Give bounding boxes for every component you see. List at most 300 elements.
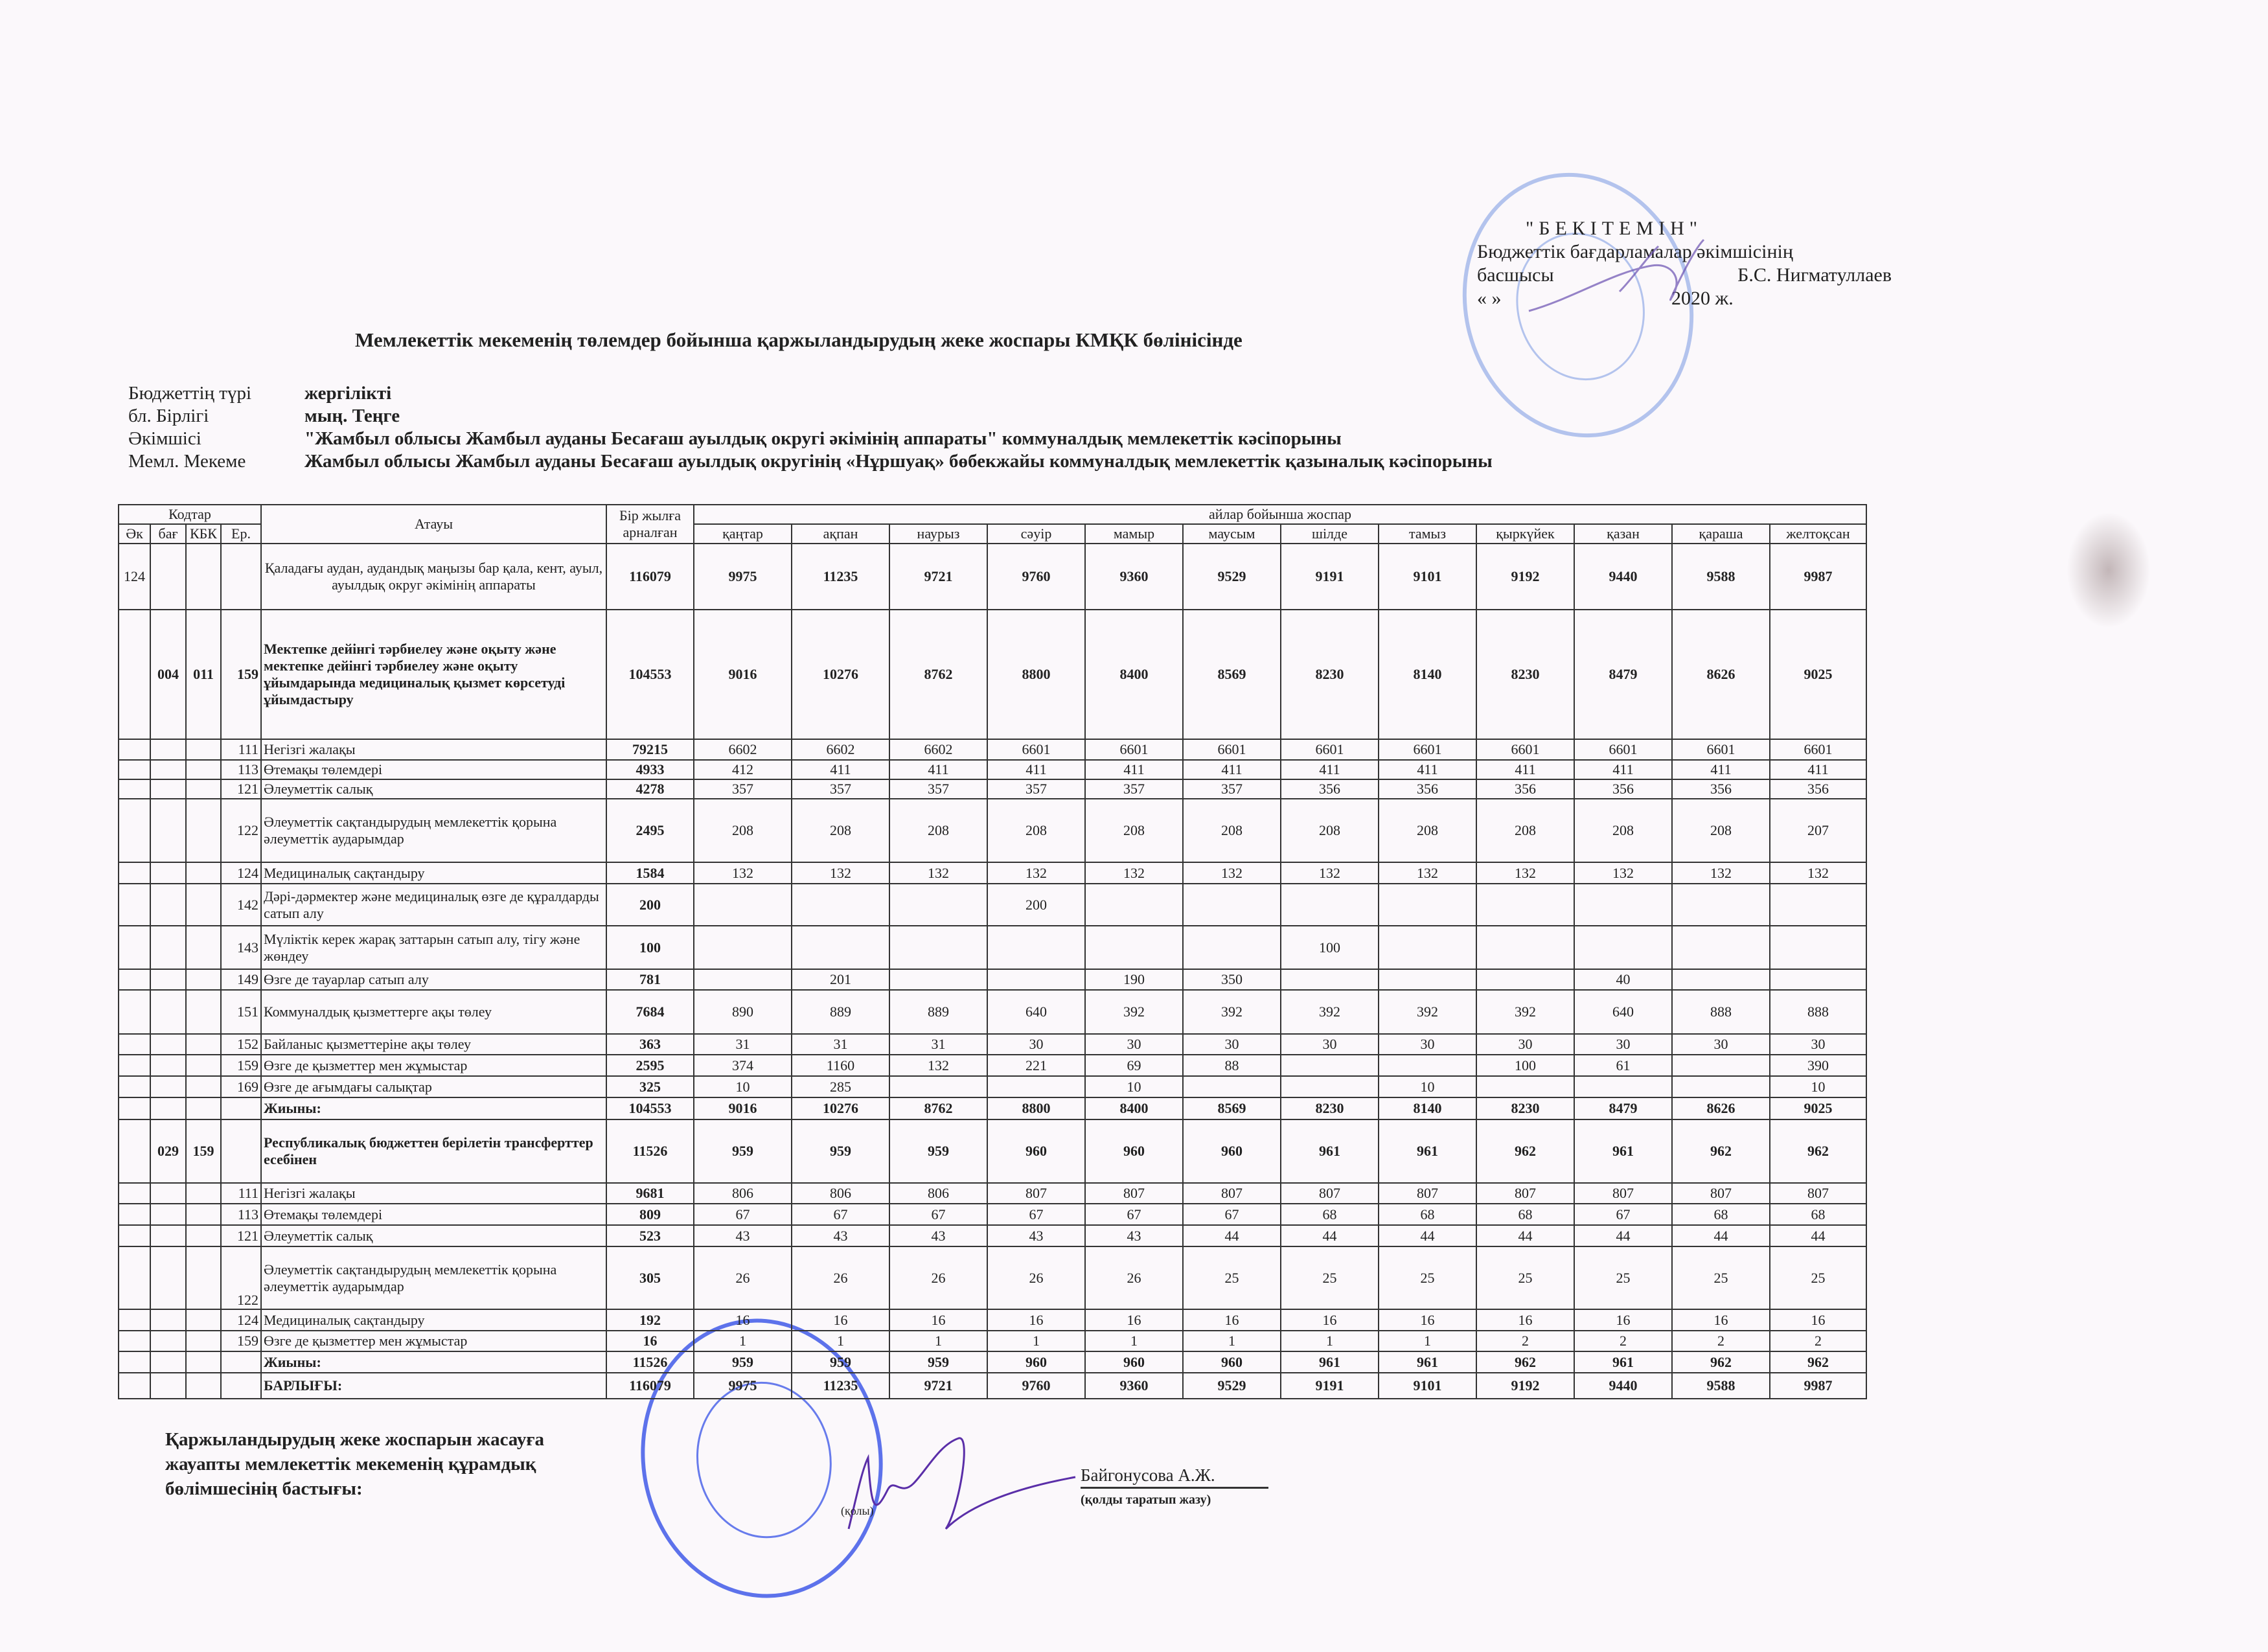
cell-code-bag xyxy=(150,1055,186,1076)
document-title: Мемлекеттік мекеменің төлемдер бойынша қаржыландырудың жеке жоспары КМҚК бөлінісінде xyxy=(355,328,1243,351)
cell-month-value: 68 xyxy=(1672,1204,1770,1225)
cell-month-value xyxy=(1672,1055,1770,1076)
approval-role: басшысы xyxy=(1477,264,1554,286)
cell-code-ep xyxy=(221,1373,261,1399)
cell-code-bag xyxy=(150,1097,186,1119)
cell-annual: 116079 xyxy=(606,1373,694,1399)
cell-code-bag xyxy=(150,1183,186,1204)
cell-month-value: 31 xyxy=(889,1034,987,1055)
cell-code-bag xyxy=(150,739,186,760)
cell-month-value: 9025 xyxy=(1770,610,1866,739)
cell-code-kbk xyxy=(186,779,221,799)
cell-code-ak: 124 xyxy=(119,544,150,610)
cell-month-value: 26 xyxy=(1085,1246,1183,1309)
cell-code-ak xyxy=(119,990,150,1034)
cell-month-value: 11235 xyxy=(792,544,889,610)
cell-code-ep: 169 xyxy=(221,1076,261,1097)
cell-code-ep: 151 xyxy=(221,990,261,1034)
cell-month-value: 25 xyxy=(1183,1246,1281,1309)
cell-month-value: 10276 xyxy=(792,1097,889,1119)
cell-annual: 4278 xyxy=(606,779,694,799)
cell-month-value: 959 xyxy=(694,1119,792,1183)
cell-month-value: 9192 xyxy=(1476,1373,1574,1399)
cell-annual: 4933 xyxy=(606,760,694,779)
cell-month-value: 8569 xyxy=(1183,1097,1281,1119)
meta-unit xyxy=(128,405,1493,428)
cell-month-value: 1 xyxy=(987,1331,1085,1351)
cell-name: Медициналық сақтандыру xyxy=(261,862,606,884)
cell-annual: 1584 xyxy=(606,862,694,884)
table-row xyxy=(119,1119,1866,1183)
cell-month-value: 208 xyxy=(1672,799,1770,862)
header-month: қаңтар xyxy=(694,524,792,544)
cell-code-ak xyxy=(119,1373,150,1399)
cell-code-ep xyxy=(221,544,261,610)
cell-month-value xyxy=(1770,969,1866,990)
cell-code-ak xyxy=(119,1309,150,1331)
cell-month-value xyxy=(987,926,1085,969)
cell-month-value: 10 xyxy=(694,1076,792,1097)
cell-code-ak xyxy=(119,779,150,799)
header-annual: Бір жылға арналған xyxy=(606,505,694,544)
cell-month-value: 356 xyxy=(1770,779,1866,799)
cell-name: Дәрі-дәрмектер және медициналық өзге де құралдарды сатып алу xyxy=(261,884,606,926)
approval-line: Бюджеттік бағдарламалар әкімшісінің xyxy=(1477,241,1793,262)
cell-code-ak xyxy=(119,862,150,884)
cell-month-value: 392 xyxy=(1281,990,1379,1034)
cell-month-value: 411 xyxy=(889,760,987,779)
cell-code-ep xyxy=(221,1097,261,1119)
cell-month-value: 960 xyxy=(1085,1351,1183,1373)
approval-year: 2020 ж. xyxy=(1671,288,1734,309)
cell-month-value: 8479 xyxy=(1574,1097,1672,1119)
cell-month-value xyxy=(1672,926,1770,969)
cell-month-value: 961 xyxy=(1281,1351,1379,1373)
cell-name: Республикалық бюджеттен берілетін трансферттер есебінен xyxy=(261,1119,606,1183)
cell-annual: 2595 xyxy=(606,1055,694,1076)
cell-code-ep: 159 xyxy=(221,1055,261,1076)
cell-month-value: 356 xyxy=(1574,779,1672,799)
cell-month-value xyxy=(987,969,1085,990)
cell-month-value: 67 xyxy=(889,1204,987,1225)
cell-month-value: 6601 xyxy=(1085,739,1183,760)
cell-code-kbk: 011 xyxy=(186,610,221,739)
cell-month-value: 208 xyxy=(792,799,889,862)
cell-month-value: 208 xyxy=(1281,799,1379,862)
cell-month-value: 807 xyxy=(1672,1183,1770,1204)
cell-month-value: 132 xyxy=(1672,862,1770,884)
cell-month-value xyxy=(889,926,987,969)
cell-code-bag xyxy=(150,799,186,862)
cell-month-value: 6601 xyxy=(1281,739,1379,760)
signer-block xyxy=(1081,1465,1268,1508)
cell-month-value: 10 xyxy=(1770,1076,1866,1097)
cell-name: Әлеуметтік сақтандырудың мемлекеттік қорына әлеуметтік аударымдар xyxy=(261,799,606,862)
cell-annual: 104553 xyxy=(606,610,694,739)
cell-code-ep: 121 xyxy=(221,779,261,799)
cell-month-value xyxy=(889,884,987,926)
cell-month-value: 8479 xyxy=(1574,610,1672,739)
cell-month-value xyxy=(1281,1076,1379,1097)
meta-label: бл. Бірлігі xyxy=(128,406,209,426)
cell-month-value: 132 xyxy=(889,1055,987,1076)
cell-annual: 100 xyxy=(606,926,694,969)
cell-month-value: 411 xyxy=(1672,760,1770,779)
cell-month-value: 1 xyxy=(1085,1331,1183,1351)
cell-month-value: 9016 xyxy=(694,610,792,739)
approver-signature xyxy=(1522,233,1736,324)
cell-annual: 192 xyxy=(606,1309,694,1331)
meta-value: Жамбыл облысы Жамбыл ауданы Бесағаш ауылдық округінің «Нұршуақ» бөбекжайы коммуналдық мемлекеттік қазыналық кәсіпорыны xyxy=(304,451,1493,472)
cell-month-value: 26 xyxy=(889,1246,987,1309)
cell-month-value: 9529 xyxy=(1183,544,1281,610)
cell-month-value xyxy=(1379,1055,1476,1076)
cell-code-kbk xyxy=(186,884,221,926)
cell-name: БАРЛЫҒЫ: xyxy=(261,1373,606,1399)
table-row xyxy=(119,1373,1866,1399)
cell-month-value xyxy=(1770,926,1866,969)
table-row xyxy=(119,969,1866,990)
cell-month-value: 6601 xyxy=(987,739,1085,760)
cell-code-ak xyxy=(119,739,150,760)
cell-month-value xyxy=(1770,884,1866,926)
cell-month-value: 1 xyxy=(1281,1331,1379,1351)
cell-month-value: 10276 xyxy=(792,610,889,739)
cell-month-value: 43 xyxy=(694,1225,792,1246)
cell-code-bag xyxy=(150,862,186,884)
cell-month-value: 201 xyxy=(792,969,889,990)
cell-name: Өзге де қызметтер мен жұмыстар xyxy=(261,1055,606,1076)
cell-month-value: 9191 xyxy=(1281,544,1379,610)
cell-month-value xyxy=(1672,969,1770,990)
cell-month-value xyxy=(1672,884,1770,926)
cell-month-value: 9192 xyxy=(1476,544,1574,610)
cell-code-ak xyxy=(119,1119,150,1183)
cell-month-value: 6601 xyxy=(1476,739,1574,760)
cell-month-value: 25 xyxy=(1476,1246,1574,1309)
cell-code-bag xyxy=(150,1351,186,1373)
cell-month-value: 960 xyxy=(1183,1351,1281,1373)
table-row xyxy=(119,799,1866,862)
cell-month-value: 2 xyxy=(1574,1331,1672,1351)
cell-name: Коммуналдық қызметтерге ақы төлеу xyxy=(261,990,606,1034)
cell-month-value: 207 xyxy=(1770,799,1866,862)
cell-month-value: 10 xyxy=(1085,1076,1183,1097)
cell-code-ak xyxy=(119,1076,150,1097)
cell-name: Медициналық сақтандыру xyxy=(261,1309,606,1331)
cell-month-value: 961 xyxy=(1281,1119,1379,1183)
cell-month-value: 962 xyxy=(1672,1119,1770,1183)
cell-month-value: 9440 xyxy=(1574,1373,1672,1399)
cell-month-value: 9440 xyxy=(1574,544,1672,610)
cell-month-value: 9025 xyxy=(1770,1097,1866,1119)
cell-month-value: 6601 xyxy=(1379,739,1476,760)
cell-month-value: 1 xyxy=(792,1331,889,1351)
cell-code-ak xyxy=(119,760,150,779)
cell-month-value: 285 xyxy=(792,1076,889,1097)
header-month: ақпан xyxy=(792,524,889,544)
cell-month-value: 961 xyxy=(1574,1351,1672,1373)
table-row xyxy=(119,1309,1866,1331)
cell-month-value: 6601 xyxy=(1770,739,1866,760)
cell-month-value: 357 xyxy=(792,779,889,799)
cell-code-bag xyxy=(150,1331,186,1351)
cell-month-value: 9101 xyxy=(1379,1373,1476,1399)
cell-month-value: 9987 xyxy=(1770,544,1866,610)
cell-code-ep: 113 xyxy=(221,1204,261,1225)
cell-month-value: 806 xyxy=(792,1183,889,1204)
cell-month-value: 411 xyxy=(1476,760,1574,779)
cell-name: Өтемақы төлемдері xyxy=(261,760,606,779)
cell-month-value: 1160 xyxy=(792,1055,889,1076)
cell-month-value: 357 xyxy=(889,779,987,799)
table-row xyxy=(119,1034,1866,1055)
cell-month-value: 67 xyxy=(694,1204,792,1225)
header-codes: Кодтар xyxy=(119,505,261,524)
cell-code-kbk xyxy=(186,1055,221,1076)
signer-name: Байгонусова А.Ж. xyxy=(1081,1465,1268,1489)
cell-month-value xyxy=(1183,1076,1281,1097)
cell-month-value: 960 xyxy=(987,1351,1085,1373)
cell-month-value: 961 xyxy=(1379,1119,1476,1183)
cell-month-value: 392 xyxy=(1183,990,1281,1034)
cell-month-value: 411 xyxy=(1085,760,1183,779)
cell-name: Өтемақы төлемдері xyxy=(261,1204,606,1225)
cell-month-value xyxy=(792,884,889,926)
cell-code-ak xyxy=(119,969,150,990)
cell-month-value: 30 xyxy=(1770,1034,1866,1055)
cell-month-value: 100 xyxy=(1476,1055,1574,1076)
cell-month-value: 208 xyxy=(889,799,987,862)
cell-month-value xyxy=(1476,884,1574,926)
cell-month-value: 44 xyxy=(1183,1225,1281,1246)
cell-code-ep xyxy=(221,1119,261,1183)
cell-annual: 11526 xyxy=(606,1119,694,1183)
header-month: қазан xyxy=(1574,524,1672,544)
cell-name: Жиыны: xyxy=(261,1351,606,1373)
cell-annual: 9681 xyxy=(606,1183,694,1204)
meta-budget-type xyxy=(128,382,1493,405)
cell-month-value xyxy=(1281,969,1379,990)
cell-code-kbk xyxy=(186,1351,221,1373)
cell-month-value: 25 xyxy=(1672,1246,1770,1309)
cell-month-value: 411 xyxy=(792,760,889,779)
cell-month-value: 889 xyxy=(792,990,889,1034)
cell-month-value: 16 xyxy=(889,1309,987,1331)
cell-month-value: 960 xyxy=(987,1119,1085,1183)
cell-month-value xyxy=(889,1076,987,1097)
cell-name: Әлеуметтік салық xyxy=(261,779,606,799)
cell-code-ep: 111 xyxy=(221,739,261,760)
cell-month-value: 357 xyxy=(1085,779,1183,799)
cell-month-value: 807 xyxy=(1476,1183,1574,1204)
cell-code-ak xyxy=(119,799,150,862)
cell-month-value: 69 xyxy=(1085,1055,1183,1076)
cell-month-value: 16 xyxy=(1379,1309,1476,1331)
cell-code-ak xyxy=(119,1183,150,1204)
cell-month-value xyxy=(987,1076,1085,1097)
cell-month-value: 374 xyxy=(694,1055,792,1076)
meta-value: жергілікті xyxy=(304,383,392,404)
cell-month-value: 9360 xyxy=(1085,1373,1183,1399)
cell-month-value: 890 xyxy=(694,990,792,1034)
cell-month-value: 959 xyxy=(694,1351,792,1373)
cell-code-bag: 004 xyxy=(150,610,186,739)
cell-code-ep: 152 xyxy=(221,1034,261,1055)
cell-month-value: 43 xyxy=(889,1225,987,1246)
cell-month-value: 10 xyxy=(1379,1076,1476,1097)
cell-month-value: 962 xyxy=(1770,1119,1866,1183)
cell-code-bag xyxy=(150,760,186,779)
cell-month-value: 9975 xyxy=(694,1373,792,1399)
approval-date-quotes: « » xyxy=(1477,288,1502,309)
cell-month-value: 31 xyxy=(792,1034,889,1055)
cell-annual: 116079 xyxy=(606,544,694,610)
table-row xyxy=(119,1204,1866,1225)
table-row xyxy=(119,739,1866,760)
meta-institution xyxy=(128,450,1493,473)
cell-month-value: 807 xyxy=(1574,1183,1672,1204)
table-row xyxy=(119,990,1866,1034)
cell-month-value: 132 xyxy=(1281,862,1379,884)
cell-code-ep: 122 xyxy=(221,1246,261,1309)
cell-month-value: 30 xyxy=(1183,1034,1281,1055)
cell-month-value xyxy=(694,926,792,969)
cell-month-value: 640 xyxy=(1574,990,1672,1034)
cell-month-value: 2 xyxy=(1672,1331,1770,1351)
cell-month-value xyxy=(1672,1076,1770,1097)
cell-month-value: 16 xyxy=(694,1309,792,1331)
cell-month-value: 9721 xyxy=(889,1373,987,1399)
cell-name: Мектепке дейінгі тәрбиелеу және оқыту және мектепке дейінгі тәрбиелеу және оқыту ұйымдарында медициналық қызмет көрсетуді ұйымдастыру xyxy=(261,610,606,739)
cell-month-value: 208 xyxy=(1476,799,1574,862)
header-code-bag: бағ xyxy=(150,524,186,544)
header-month: наурыз xyxy=(889,524,987,544)
cell-month-value xyxy=(1183,884,1281,926)
cell-annual: 305 xyxy=(606,1246,694,1309)
cell-annual: 363 xyxy=(606,1034,694,1055)
cell-month-value xyxy=(792,926,889,969)
header-month: мамыр xyxy=(1085,524,1183,544)
cell-month-value: 888 xyxy=(1672,990,1770,1034)
cell-code-bag: 029 xyxy=(150,1119,186,1183)
cell-name: Әлеуметтік салық xyxy=(261,1225,606,1246)
meta-label: Бюджеттің түрі xyxy=(128,383,252,404)
meta-value: мың. Теңге xyxy=(304,406,400,426)
cell-month-value: 30 xyxy=(1085,1034,1183,1055)
cell-code-kbk xyxy=(186,760,221,779)
cell-code-ak xyxy=(119,1331,150,1351)
cell-month-value: 16 xyxy=(1770,1309,1866,1331)
cell-month-value: 961 xyxy=(1574,1119,1672,1183)
cell-month-value: 888 xyxy=(1770,990,1866,1034)
cell-code-kbk xyxy=(186,1331,221,1351)
cell-annual: 200 xyxy=(606,884,694,926)
cell-month-value xyxy=(1183,926,1281,969)
cell-month-value: 208 xyxy=(1574,799,1672,862)
cell-month-value: 44 xyxy=(1672,1225,1770,1246)
cell-month-value: 132 xyxy=(1770,862,1866,884)
cell-month-value: 959 xyxy=(889,1351,987,1373)
cell-month-value: 16 xyxy=(987,1309,1085,1331)
cell-name: Байланыс қызметтеріне ақы төлеу xyxy=(261,1034,606,1055)
cell-month-value: 962 xyxy=(1770,1351,1866,1373)
cell-month-value: 44 xyxy=(1476,1225,1574,1246)
cell-month-value: 8800 xyxy=(987,1097,1085,1119)
cell-month-value: 44 xyxy=(1574,1225,1672,1246)
cell-month-value: 25 xyxy=(1379,1246,1476,1309)
cell-name: Қаладағы аудан, аудандық маңызы бар қала, кент, ауыл, ауылдық округ әкімінің аппараты xyxy=(261,544,606,610)
cell-code-ak xyxy=(119,1055,150,1076)
cell-month-value: 8762 xyxy=(889,610,987,739)
cell-month-value: 68 xyxy=(1770,1204,1866,1225)
cell-month-value xyxy=(1379,926,1476,969)
cell-month-value: 807 xyxy=(1770,1183,1866,1204)
cell-month-value: 411 xyxy=(1183,760,1281,779)
cell-code-bag xyxy=(150,1309,186,1331)
header-month: сәуір xyxy=(987,524,1085,544)
cell-name: Мүліктік керек жарақ заттарын сатып алу, тігу және жөндеу xyxy=(261,926,606,969)
cell-month-value: 8140 xyxy=(1379,610,1476,739)
cell-month-value: 132 xyxy=(1183,862,1281,884)
cell-code-bag xyxy=(150,1034,186,1055)
cell-month-value: 962 xyxy=(1476,1351,1574,1373)
cell-month-value: 356 xyxy=(1672,779,1770,799)
header-code-ep: Ер. xyxy=(221,524,261,544)
cell-month-value: 6601 xyxy=(1672,739,1770,760)
cell-month-value: 411 xyxy=(1281,760,1379,779)
cell-annual: 523 xyxy=(606,1225,694,1246)
cell-month-value: 9588 xyxy=(1672,1373,1770,1399)
cell-month-value: 16 xyxy=(1183,1309,1281,1331)
cell-month-value xyxy=(1476,1076,1574,1097)
cell-code-bag xyxy=(150,1225,186,1246)
cell-month-value: 43 xyxy=(792,1225,889,1246)
cell-month-value xyxy=(1281,1055,1379,1076)
cell-annual: 781 xyxy=(606,969,694,990)
document-meta xyxy=(128,382,1493,473)
table-row xyxy=(119,1076,1866,1097)
cell-code-ak xyxy=(119,926,150,969)
cell-month-value: 6602 xyxy=(889,739,987,760)
responsible-signature xyxy=(810,1432,1082,1548)
cell-month-value: 30 xyxy=(987,1034,1085,1055)
meta-label: Мемл. Мекеме xyxy=(128,451,246,472)
table-row xyxy=(119,884,1866,926)
cell-month-value: 392 xyxy=(1476,990,1574,1034)
financing-plan-table xyxy=(118,504,1867,1399)
cell-month-value: 16 xyxy=(792,1309,889,1331)
cell-month-value: 132 xyxy=(987,862,1085,884)
cell-code-bag xyxy=(150,884,186,926)
cell-code-kbk xyxy=(186,1097,221,1119)
cell-month-value xyxy=(1281,884,1379,926)
cell-annual: 325 xyxy=(606,1076,694,1097)
cell-month-value: 961 xyxy=(1379,1351,1476,1373)
cell-code-bag xyxy=(150,926,186,969)
header-month: шілде xyxy=(1281,524,1379,544)
cell-month-value: 807 xyxy=(987,1183,1085,1204)
cell-month-value xyxy=(1085,884,1183,926)
header-month: маусым xyxy=(1183,524,1281,544)
cell-month-value: 8569 xyxy=(1183,610,1281,739)
cell-code-ak xyxy=(119,1034,150,1055)
table-row xyxy=(119,610,1866,739)
cell-code-ep: 149 xyxy=(221,969,261,990)
approver-name: Б.С. Нигматуллаев xyxy=(1737,264,1892,286)
cell-code-ep: 143 xyxy=(221,926,261,969)
table-row xyxy=(119,779,1866,799)
